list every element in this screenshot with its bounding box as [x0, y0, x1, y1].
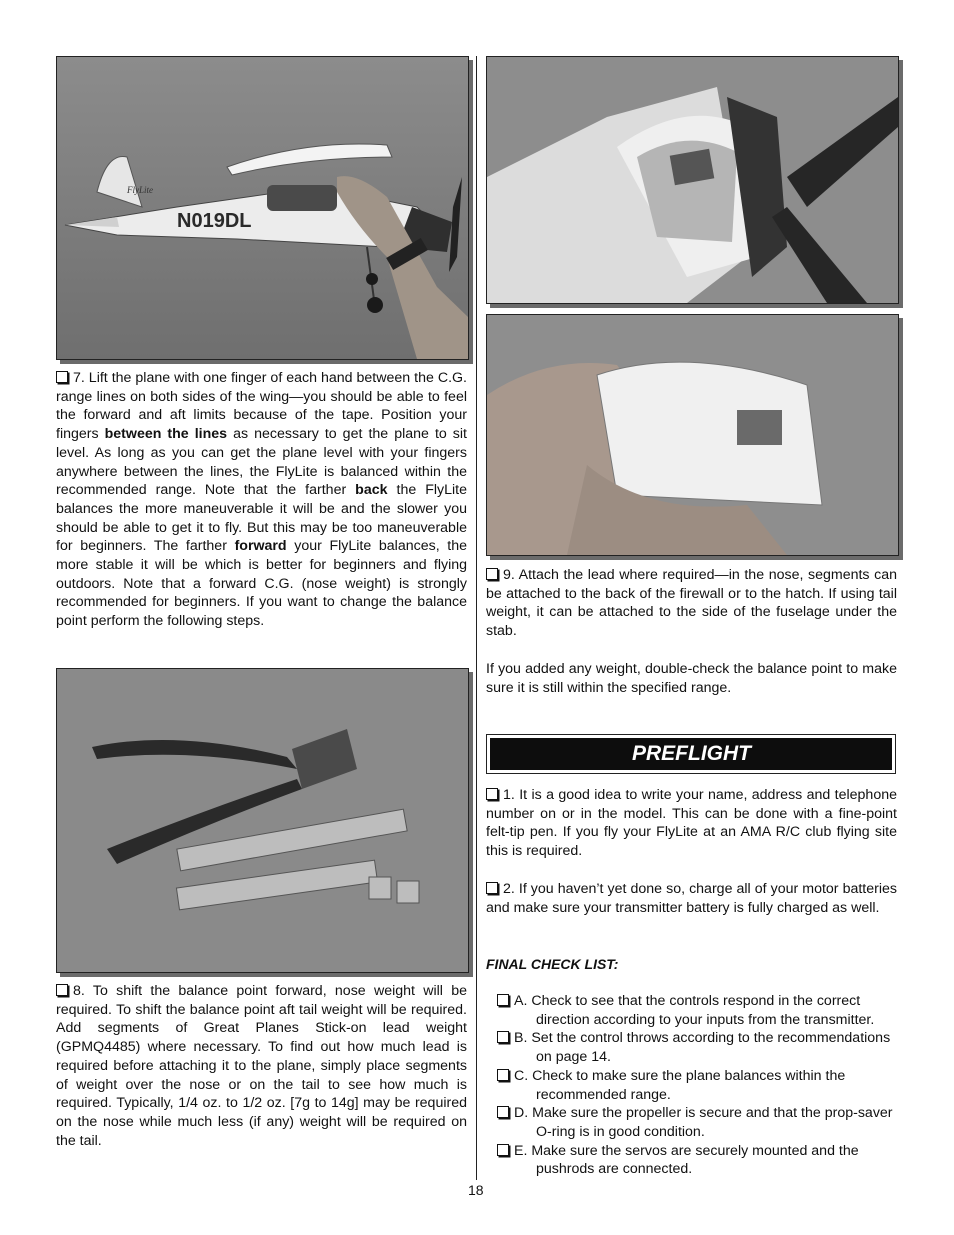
step-7-paragraph: [56, 369, 467, 631]
checkbox-icon[interactable]: [486, 882, 498, 894]
checklist-item-text: C. Check to make sure the plane balances within the recommended range.: [514, 1067, 846, 1103]
weight-note-paragraph: [486, 660, 897, 697]
weight-note-text: If you added any weight, double-check the balance point to make sure it is still within the specified range.: [486, 661, 897, 696]
checkbox-icon[interactable]: [497, 1069, 509, 1081]
step-8-text: 8. To shift the balance point forward, nose weight will be required. To shift the balance point aft tail weight will be required. Add segments of Great Planes Stick-on lead weight (GPMQ4485) where necessary. To find out how much lead is required before attaching it to the plane, simply place segments of weight over the nose or on the tail to see how much is required. Typically, 1/4 oz. to 1/2 oz. [7g to 14g] may be required on the nose while much less (if any) weight will be required on the tail.: [56, 983, 467, 1149]
checklist-item-text: D. Make sure the propeller is secure and that the prop-saver O-ring is in good condition.: [514, 1105, 893, 1140]
preflight-section-header: [486, 734, 896, 774]
checklist-item-d: [497, 1104, 902, 1141]
step-8-paragraph: [56, 982, 467, 1150]
checkbox-icon[interactable]: [497, 1144, 509, 1156]
checkbox-icon[interactable]: [497, 1031, 509, 1043]
step-7-text-a: 7. Lift the plane with one finger of each hand between the C.G. range lines on both sides of the wing—you should be able to feel the forward and aft limits because of the tape. Position your fingers: [56, 370, 467, 443]
checklist-item-a: [497, 992, 902, 1029]
checklist-item-c: [497, 1067, 902, 1104]
checklist-item-text: A. Check to see that the controls respond in the correct direction according to your inputs from the transmitter.: [514, 993, 875, 1028]
step-9-text: 9. Attach the lead where required—in the nose, segments can be attached to the back of the firewall or to the hatch. If using tail weight, it can be attached to the side of the fuselage under the stab.: [486, 567, 897, 640]
flylite-logo-text: FlyLite: [127, 185, 153, 195]
checkbox-icon[interactable]: [497, 994, 509, 1006]
checklist-item-b: [497, 1029, 902, 1066]
checkbox-icon[interactable]: [497, 1106, 509, 1118]
preflight-2-paragraph: [486, 880, 897, 917]
checklist-item-e: [497, 1142, 902, 1179]
preflight-1-text: 1. It is a good idea to write your name, address and telephone number on or in the model. This can be done with a fine-point felt-tip pen. If you fly your FlyLite at an AMA R/C club flying site this is required.: [486, 787, 897, 860]
step-7-text-b: as necessary to get the plane to sit level. As long as you can get the plane level with your fingers anywhere between the lines, the FlyLite is balanced within the recommended range. Note that the farther: [56, 426, 467, 499]
step-7-text-c: the FlyLite balances the more maneuverable it will be and the slower you should be able to get it to fly. But this may be too maneuverable for beginners. The farther: [56, 482, 467, 555]
page-number: 18: [468, 1182, 484, 1198]
preflight-title: PREFLIGHT: [490, 738, 892, 770]
step-7-bold-c: forward: [234, 538, 287, 555]
checkbox-icon[interactable]: [56, 371, 68, 383]
photo-airplane-balance: [56, 56, 469, 360]
photo-hatch-weight: [486, 314, 899, 556]
checkbox-icon[interactable]: [486, 788, 498, 800]
final-check-list: [497, 992, 902, 1179]
checkbox-icon[interactable]: [486, 568, 498, 580]
step-7-text-d: your FlyLite balances, the more stable it will be which is better for beginners and flying outdoors. Note that a forward C.G. (nose weight) is strongly recommended for beginners. If you want to change the balance point perform the following steps.: [56, 538, 467, 630]
checkbox-icon[interactable]: [56, 984, 68, 996]
preflight-2-text: 2. If you haven’t yet done so, charge all of your motor batteries and make sure your transmitter battery is fully charged as well.: [486, 881, 897, 916]
checklist-item-text: E. Make sure the servos are securely mounted and the pushrods are connected.: [514, 1142, 859, 1178]
preflight-1-paragraph: [486, 786, 897, 861]
column-divider: [476, 56, 477, 1180]
checklist-item-text: B. Set the control throws according to the recommendations on page 14.: [514, 1030, 891, 1066]
photo-nose-firewall: [486, 56, 899, 304]
step-7-bold-a: between the lines: [104, 426, 228, 443]
registration-text: N019DL: [177, 210, 252, 232]
step-9-paragraph: [486, 566, 897, 641]
final-check-list-heading: FINAL CHECK LIST:: [486, 956, 619, 972]
photo-pliers-lead-weights: [56, 668, 469, 973]
step-7-bold-b: back: [355, 482, 388, 499]
